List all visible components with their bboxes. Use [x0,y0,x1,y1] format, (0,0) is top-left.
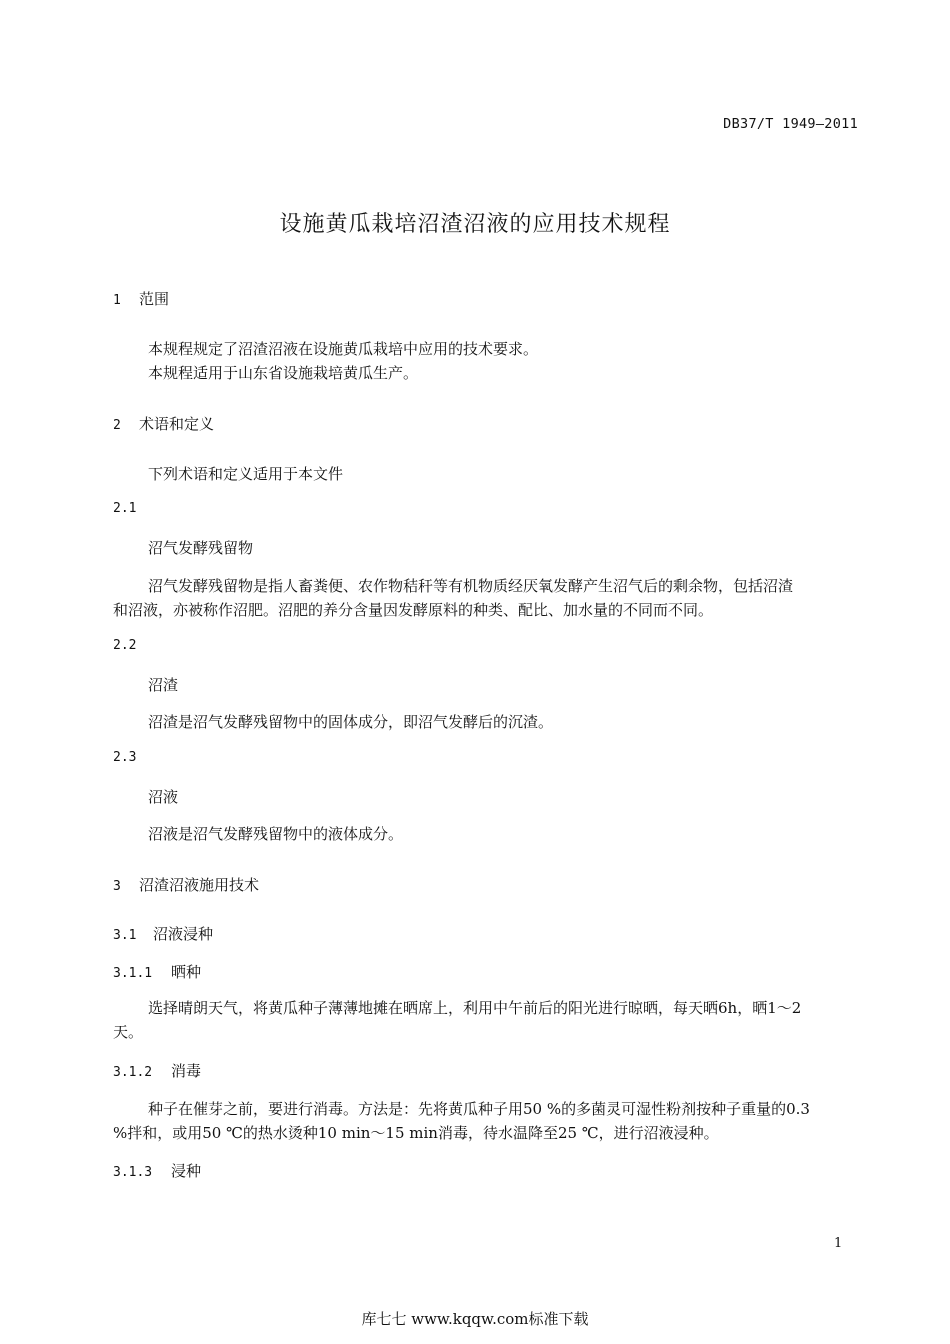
section-1-heading [113,288,169,309]
section-number: 2 [113,418,121,433]
subsection-3-1-2-heading [113,1060,201,1081]
section-title: 晒种 [171,963,202,981]
section-3-heading [113,874,259,895]
term-definition: 沼气发酵残留物是指人畜粪便、农作物秸秆等有机物质经厌氧发酵产生沼气后的剩余物，包括沼渣 和沼液，亦被称作沼肥。沼肥的养分含量因发酵原料的种类、配比、加水量的不同而不同。 [113,577,794,619]
section-title: 范围 [139,290,170,308]
term-number: 2.2 [113,638,137,653]
paragraph: 本规程适用于山东省设施栽培黄瓜生产。 [148,364,419,382]
standard-code: DB37/T 1949—2011 [723,116,858,132]
term-definition: 沼液是沼气发酵残留物中的液体成分。 [148,825,404,843]
paragraph: 种子在催芽之前，要进行消毒。方法是：先将黄瓜种子用50 %的多菌灵可湿性粉剂按种子重量的0.3 %拌和，或用50 ℃的热水烫种10 min～15 min消毒，待水温降至25 ℃，进行沼液浸种。 [113,1100,810,1142]
subsection-3-1-1-heading [113,961,201,982]
footer-watermark: 库七七 www.kqqw.com标准下载 [361,1310,589,1328]
section-title: 浸种 [171,1162,202,1180]
term-title: 沼渣 [148,676,179,694]
section-title: 消毒 [171,1062,202,1080]
section-title: 沼液浸种 [153,925,214,943]
section-number: 3.1.1 [113,966,153,981]
term-title: 沼气发酵残留物 [148,539,254,557]
term-title: 沼液 [148,788,179,806]
section-number: 3 [113,879,121,894]
section-title: 沼渣沼液施用技术 [139,876,260,894]
section-number: 3.1.3 [113,1165,153,1180]
paragraph: 选择晴朗天气，将黄瓜种子薄薄地摊在晒席上，利用中午前后的阳光进行晾晒，每天晒6h，晒1～2 天。 [113,999,802,1041]
term-definition: 沼渣是沼气发酵残留物中的固体成分，即沼气发酵后的沉渣。 [148,713,554,731]
document-title: 设施黄瓜栽培沼渣沼液的应用技术规程 [279,212,671,237]
paragraph: 本规程规定了沼渣沼液在设施黄瓜栽培中应用的技术要求。 [148,340,539,358]
section-number: 1 [113,293,121,308]
term-number: 2.3 [113,750,137,765]
section-number: 3.1.2 [113,1065,153,1080]
section-title: 术语和定义 [139,415,215,433]
page-number: 1 [834,1236,843,1251]
paragraph: 下列术语和定义适用于本文件 [148,465,344,483]
subsection-3-1-heading [113,923,213,944]
subsection-3-1-3-heading [113,1160,201,1181]
section-number: 3.1 [113,928,137,943]
section-2-heading [113,413,214,434]
term-number: 2.1 [113,501,137,516]
